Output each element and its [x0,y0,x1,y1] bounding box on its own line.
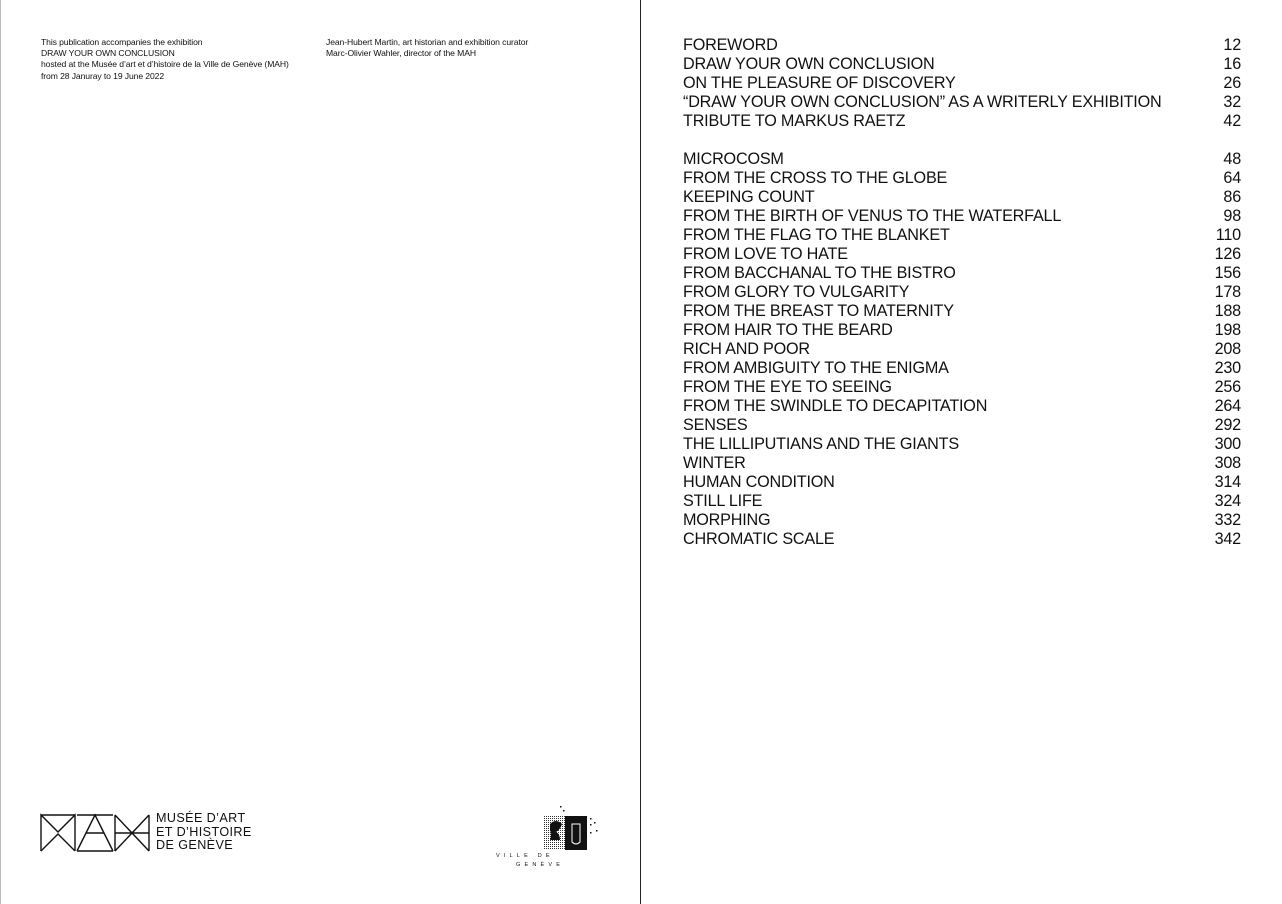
toc-entry-page: 178 [1214,283,1241,301]
toc-entry [683,302,1241,321]
page-gutter [640,0,641,904]
toc-entry-title: HUMAN CONDITION [683,473,835,491]
toc-entry [683,283,1241,302]
toc-entry-title: FROM THE FLAG TO THE BLANKET [683,226,950,244]
toc-entry [683,55,1241,74]
mah-logo-line: ET D’HISTOIRE [156,824,252,839]
toc-entry-title: THE LILLIPUTIANS AND THE GIANTS [683,435,959,453]
toc-entry-page: 230 [1214,359,1241,377]
toc-spacer [683,131,1241,150]
mah-logo-line: MUSÉE D’ART [156,811,246,825]
toc-entry-page: 16 [1223,55,1241,73]
toc-entry-title: FOREWORD [683,36,778,54]
toc-entry-title: STILL LIFE [683,492,763,510]
toc-entry [683,169,1241,188]
toc-entry-title: CHROMATIC SCALE [683,530,835,548]
publication-credits [41,37,289,82]
toc-entry [683,207,1241,226]
toc-entry-page: 48 [1223,150,1241,168]
toc-entry-page: 64 [1223,169,1241,187]
toc-entry-page: 98 [1223,207,1241,225]
toc-entry [683,511,1241,530]
toc-entry-page: 256 [1214,378,1241,396]
toc-entry [683,245,1241,264]
toc-entry-title: FROM THE BREAST TO MATERNITY [683,302,954,320]
toc-entry-title: MICROCOSM [683,150,784,168]
toc-entry [683,340,1241,359]
credit-line: This publication accompanies the exhibition [41,37,203,47]
toc-entry-page: 332 [1214,511,1241,529]
toc-entry-page: 86 [1223,188,1241,206]
author-line: Jean-Hubert Martin, art historian and exhibition curator [326,37,529,47]
toc-entry-page: 264 [1214,397,1241,415]
toc-entry-title: MORPHING [683,511,771,529]
ville-logo-line: VILLE DE [496,853,554,859]
toc-entry-page: 188 [1214,302,1241,320]
toc-entry [683,359,1241,378]
toc-entry-page: 342 [1214,530,1241,548]
toc-entry-page: 156 [1214,264,1241,282]
mah-logo [40,812,252,853]
toc-entry-title: FROM THE SWINDLE TO DECAPITATION [683,397,988,415]
toc-entry-title: FROM THE CROSS TO THE GLOBE [683,169,948,187]
toc-entry [683,93,1241,112]
toc-entry [683,473,1241,492]
mah-logo-mark-icon [40,812,150,852]
toc-entry-title: FROM THE EYE TO SEEING [683,378,892,396]
ville-de-geneve-caption [496,852,564,870]
author-credits [326,37,528,59]
toc-entry-title: DRAW YOUR OWN CONCLUSION [683,55,935,73]
credit-line: hosted at the Musée d’art et d’histoire de la Ville de Genève (MAH) [41,59,289,70]
toc-entry-page: 26 [1223,74,1241,92]
toc-entry-page: 208 [1214,340,1241,358]
toc-entry-page: 126 [1214,245,1241,263]
toc-group-intro [683,36,1241,131]
toc-entry [683,492,1241,511]
page-edge [0,0,1,904]
toc-entry-title: “DRAW YOUR OWN CONCLUSION” AS A WRITERLY EXHIBITION [683,93,1162,111]
toc-entry [683,36,1241,55]
toc-entry [683,321,1241,340]
table-of-contents [683,36,1241,549]
toc-entry [683,454,1241,473]
toc-entry-page: 12 [1223,36,1241,54]
toc-entry-page: 198 [1214,321,1241,339]
toc-entry [683,112,1241,131]
toc-entry-title: FROM THE BIRTH OF VENUS TO THE WATERFALL [683,207,1062,225]
toc-entry [683,226,1241,245]
toc-entry-title: RICH AND POOR [683,340,810,358]
credit-line: DRAW YOUR OWN CONCLUSION [41,48,175,59]
toc-entry-title: SENSES [683,416,748,434]
toc-entry [683,530,1241,549]
toc-entry-title: FROM HAIR TO THE BEARD [683,321,893,339]
author-line: Marc-Olivier Wahler, director of the MAH [326,48,476,59]
toc-group-chapters [683,150,1241,549]
toc-entry-title: ON THE PLEASURE OF DISCOVERY [683,74,956,92]
toc-entry-title: FROM BACCHANAL TO THE BISTRO [683,264,956,282]
toc-entry [683,416,1241,435]
toc-entry [683,397,1241,416]
toc-entry-title: FROM GLORY TO VULGARITY [683,283,910,301]
toc-entry [683,188,1241,207]
toc-entry-page: 110 [1215,226,1241,244]
toc-entry-title: TRIBUTE TO MARKUS RAETZ [683,112,906,130]
toc-entry [683,150,1241,169]
toc-entry-title: KEEPING COUNT [683,188,815,206]
toc-entry-page: 314 [1214,473,1241,491]
credit-line: from 28 Januray to 19 June 2022 [41,70,165,81]
toc-entry-page: 32 [1223,93,1241,111]
toc-entry [683,378,1241,397]
toc-entry [683,74,1241,93]
toc-entry-page: 308 [1214,454,1241,472]
mah-logo-line: DE GENÈVE [156,838,234,852]
toc-entry-page: 300 [1214,435,1241,453]
mah-logo-text [156,812,252,853]
ville-logo-line: GENÈVE [516,862,565,868]
toc-entry [683,264,1241,283]
toc-entry-page: 324 [1214,492,1241,510]
toc-entry-page: 42 [1223,112,1241,130]
toc-entry [683,435,1241,454]
toc-entry-title: WINTER [683,454,746,472]
toc-entry-title: FROM AMBIGUITY TO THE ENIGMA [683,359,949,377]
toc-entry-page: 292 [1214,416,1241,434]
toc-entry-title: FROM LOVE TO HATE [683,245,848,263]
